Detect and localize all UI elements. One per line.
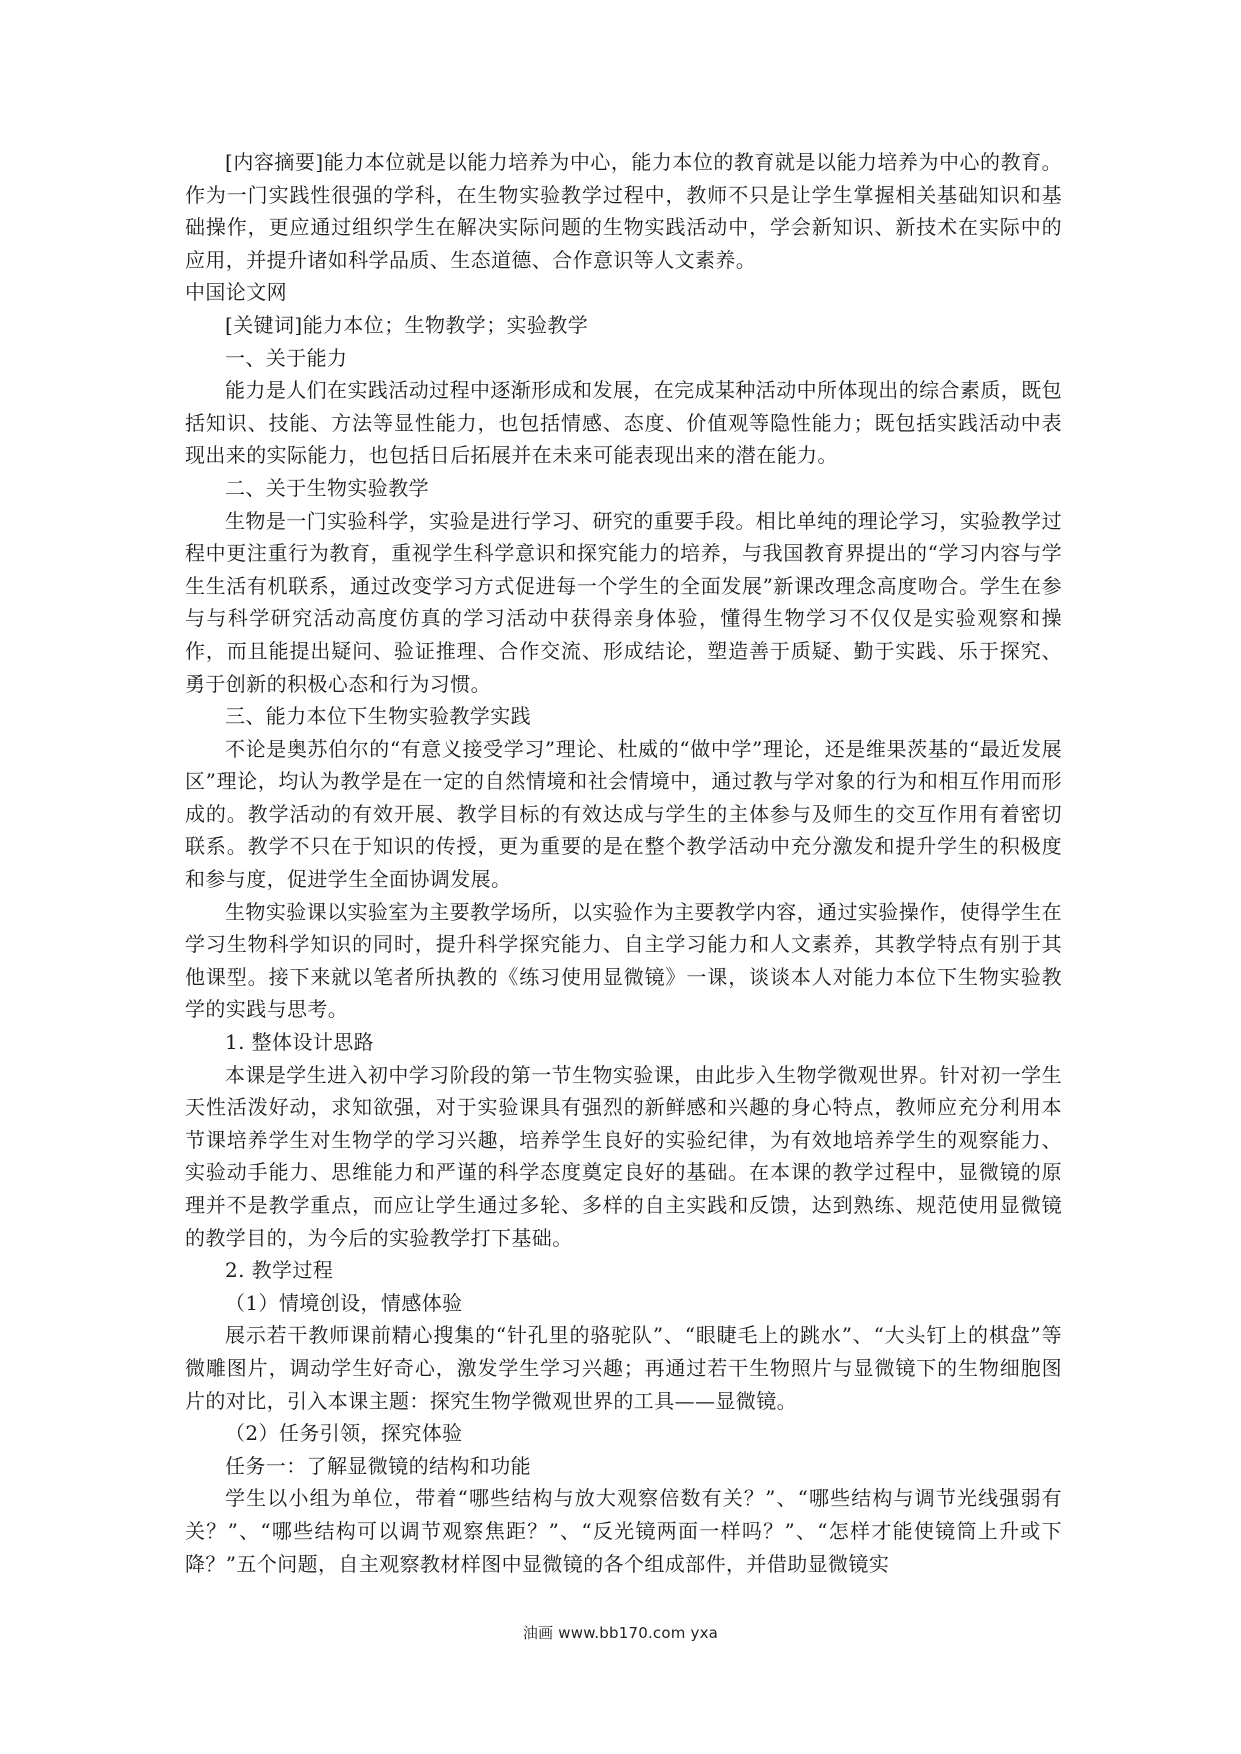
paragraph: 学生以小组为单位，带着“哪些结构与放大观察倍数有关？”、“哪些结构与调节光线强弱有关？”、“哪些结构可以调节观察焦距？”、“反光镜两面一样吗？”、“怎样才能使镜筒上升或下降？”五个问题，自主观察教材样图中显微镜的各个组成部件，并借助显微镜实 xyxy=(185,1486,1062,1576)
page-footer: 油画 www.bb170.com yxa xyxy=(522,1624,719,1642)
paragraph: 二、关于生物实验教学 xyxy=(225,475,429,500)
paragraph: 三、能力本位下生物实验教学实践 xyxy=(225,704,531,729)
paragraph: 2. 教学过程 xyxy=(225,1258,334,1283)
paragraph: 1. 整体设计思路 xyxy=(225,1030,375,1055)
paragraph: [关键词]能力本位；生物教学；实验教学 xyxy=(225,312,589,337)
paragraph: 中国论文网 xyxy=(185,280,287,305)
paragraph: 生物实验课以实验室为主要教学场所，以实验作为主要教学内容，通过实验操作，使得学生在学习生物科学知识的同时，提升科学探究能力、自主学习能力和人文素养，其教学特点有别于其他课型。接下来就以笔者所执教的《练习使用显微镜》一课，谈谈本人对能力本位下生物实验教学的实践与思考。 xyxy=(185,899,1062,1022)
paragraph: 本课是学生进入初中学习阶段的第一节生物实验课，由此步入生物学微观世界。针对初一学生天性活泼好动，求知欲强，对于实验课具有强烈的新鲜感和兴趣的身心特点，教师应充分利用本节课培养学生对生物学的学习兴趣，培养学生良好的实验纪律，为有效地培养学生的观察能力、实验动手能力、思维能力和严谨的科学态度奠定良好的基础。在本课的教学过程中，显微镜的原理并不是教学重点，而应让学生通过多轮、多样的自主实践和反馈，达到熟练、规范使用显微镜的教学目的，为今后的实验教学打下基础。 xyxy=(185,1062,1062,1250)
paragraph: 不论是奥苏伯尔的“有意义接受学习”理论、杜威的“做中学”理论，还是维果茨基的“最近发展区”理论，均认为教学是在一定的自然情境和社会情境中，通过教与学对象的行为和相互作用而形成的。教学活动的有效开展、教学目标的有效达成与学生的主体参与及师生的交互作用有着密切联系。教学不只在于知识的传授，更为重要的是在整个教学活动中充分激发和提升学生的积极度和参与度，促进学生全面协调发展。 xyxy=(185,736,1062,892)
document-body xyxy=(185,146,1062,1580)
paragraph: （1）情境创设，情感体验 xyxy=(225,1290,463,1315)
paragraph: 任务一：了解显微镜的结构和功能 xyxy=(225,1453,531,1478)
paragraph: 能力是人们在实践活动过程中逐渐形成和发展，在完成某种活动中所体现出的综合素质，既包括知识、技能、方法等显性能力，也包括情感、态度、价值观等隐性能力；既包括实践活动中表现出来的实际能力，也包括日后拓展并在未来可能表现出来的潜在能力。 xyxy=(185,378,1062,468)
paragraph: （2）任务引领，探究体验 xyxy=(225,1421,463,1446)
paragraph: 生物是一门实验科学，实验是进行学习、研究的重要手段。相比单纯的理论学习，实验教学过程中更注重行为教育，重视学生科学意识和探究能力的培养，与我国教育界提出的“学习内容与学生生活有机联系，通过改变学习方式促进每一个学生的全面发展”新课改理念高度吻合。学生在参与与科学研究活动高度仿真的学习活动中获得亲身体验，懂得生物学习不仅仅是实验观察和操作，而且能提出疑问、验证推理、合作交流、形成结论，塑造善于质疑、勤于实践、乐于探究、勇于创新的积极心态和行为习惯。 xyxy=(185,508,1062,696)
paragraph: 一、关于能力 xyxy=(225,345,348,370)
paragraph: 展示若干教师课前精心搜集的“针孔里的骆驼队”、“眼睫毛上的跳水”、“大头钉上的棋盘”等微雕图片，调动学生好奇心，激发学生学习兴趣；再通过若干生物照片与显微镜下的生物细胞图片的对比，引入本课主题：探究生物学微观世界的工具——显微镜。 xyxy=(185,1323,1062,1413)
paragraph: [内容摘要]能力本位就是以能力培养为中心，能力本位的教育就是以能力培养为中心的教育。作为一门实践性很强的学科，在生物实验教学过程中，教师不只是让学生掌握相关基础知识和基础操作，更应通过组织学生在解决实际问题的生物实践活动中，学会新知识、新技术在实际中的应用，并提升诸如科学品质、生态道德、合作意识等人文素养。 xyxy=(185,150,1062,272)
